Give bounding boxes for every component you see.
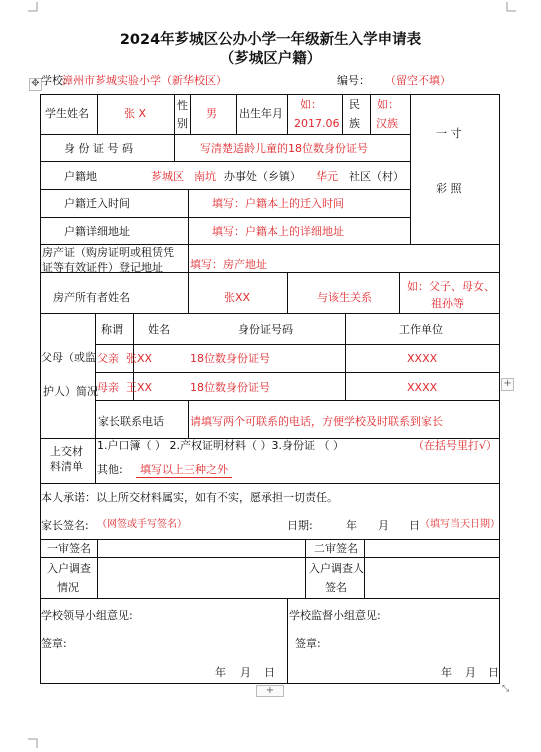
materials-other-value[interactable]: 填写以上三种之外	[136, 464, 232, 478]
ethnic-label-second: 族	[349, 117, 360, 130]
ethnic-label: 民	[349, 98, 360, 111]
owner-label: 房产所有者姓名	[53, 291, 130, 304]
surveyor-label-second: 签名	[325, 581, 347, 594]
promise-text: 本人承诺：以上所交材料属实，如有不实，愿承担一切责任。	[41, 491, 338, 504]
school-label: 学校:	[41, 74, 67, 87]
first-review-label: 一审签名	[47, 542, 91, 555]
hukou-street[interactable]: 南坑	[194, 170, 216, 183]
number-label: 编号：	[337, 74, 370, 87]
photo-label-line2: 彩 照	[436, 182, 462, 195]
property-address-value[interactable]: 填写：房产地址	[190, 258, 267, 271]
gender-value[interactable]: 男	[206, 107, 217, 120]
mother-name[interactable]: 王XX	[126, 381, 153, 394]
hukou-address-label: 户籍详细地址	[64, 225, 130, 238]
parents-header-name: 姓名	[148, 323, 170, 336]
id-number-value[interactable]: 写清楚适龄儿童的18位数身份证号	[200, 142, 368, 155]
mother-title[interactable]: 母亲	[97, 381, 119, 394]
student-name-value[interactable]: 张 X	[124, 107, 147, 120]
moved-in-value[interactable]: 填写：户籍本上的迁入时间	[212, 197, 344, 210]
signature-year: 年	[346, 519, 357, 532]
parent-signature-value[interactable]: （网签或手写签名）	[97, 519, 187, 530]
ethnic-value-hint: 如：	[377, 98, 399, 111]
page-title: 2024年芗城区公办小学一年级新生入学申请表	[119, 32, 422, 48]
leader-opinion-label: 学校领导小组意见:	[41, 609, 133, 622]
supervisor-seal-label: 签章:	[295, 637, 321, 650]
materials-other-label: 其他:	[97, 463, 123, 476]
signature-month: 月	[378, 519, 389, 532]
signature-date-note: （填写当天日期）	[420, 519, 500, 530]
table-move-handle-icon[interactable]: ✥	[29, 78, 42, 91]
materials-label-second: 料清单	[50, 460, 83, 473]
hukou-address-value[interactable]: 填写：户籍本上的详细地址	[212, 225, 344, 238]
hukou-district[interactable]: 芗城区	[151, 170, 184, 183]
survey-label: 入户调查	[47, 562, 91, 575]
gender-label-second: 别	[177, 117, 188, 130]
crop-mark-top-right	[506, 2, 516, 12]
survey-label-second: 情况	[57, 581, 79, 594]
hukou-office-label: 办事处（乡镇）	[224, 170, 301, 183]
leader-seal-label: 签章:	[41, 637, 67, 650]
add-column-icon[interactable]: +	[256, 685, 284, 697]
parents-header-id: 身份证号码	[238, 323, 293, 336]
leader-year: 年	[215, 666, 226, 679]
student-name-label: 学生姓名	[45, 107, 89, 120]
mother-work[interactable]: XXXX	[407, 381, 438, 394]
relation-label: 与该生关系	[317, 291, 372, 304]
hukou-community-label: 社区（村）	[349, 170, 404, 183]
school-value[interactable]: 漳州市芗城实验小学（新华校区）	[62, 74, 227, 87]
hukou-community[interactable]: 华元	[316, 170, 338, 183]
materials-checklist[interactable]: 1.户口簿（ ） 2.产权证明材料（ ）3.身份证 （ ）	[97, 439, 344, 452]
signature-date-label: 日期:	[287, 519, 313, 532]
leader-month: 月	[240, 666, 251, 679]
parents-label: 父母（或监	[41, 351, 96, 364]
supervisor-opinion-label: 学校监督小组意见:	[289, 609, 381, 622]
father-id[interactable]: 18位数身份证号	[190, 352, 270, 365]
supervisor-month: 月	[465, 666, 476, 679]
materials-label: 上交材	[50, 445, 83, 458]
hukou-label: 户籍地	[64, 170, 97, 183]
relation-value-second[interactable]: 祖孙等	[431, 297, 464, 310]
photo-label-line1: 一 寸	[436, 127, 462, 140]
crop-mark-bottom-left	[28, 738, 38, 748]
birth-value[interactable]: 2017.06	[294, 117, 340, 130]
birth-value-hint: 如：	[300, 98, 322, 111]
birth-label: 出生年月	[239, 107, 283, 120]
moved-in-label: 户籍迁入时间	[64, 197, 130, 210]
property-label-second: 证等有效证件）登记地址	[42, 261, 163, 274]
second-review-label: 二审签名	[314, 542, 358, 555]
father-work[interactable]: XXXX	[407, 352, 438, 365]
materials-note: （在括号里打√）	[413, 439, 498, 452]
leader-day: 日	[264, 666, 275, 679]
surveyor-label: 入户调查人	[309, 562, 364, 575]
father-name[interactable]: 张XX	[126, 352, 153, 365]
supervisor-day: 日	[488, 666, 499, 679]
parent-signature-label: 家长签名:	[41, 519, 89, 532]
table-resize-handle-icon[interactable]: ⤡	[501, 684, 510, 694]
id-number-label: 身 份 证 号 码	[64, 142, 133, 155]
father-title[interactable]: 父亲	[97, 352, 119, 365]
number-value[interactable]: （留空不填）	[385, 74, 451, 87]
owner-value[interactable]: 张XX	[224, 291, 251, 304]
parents-header-work: 工作单位	[399, 323, 443, 336]
relation-value[interactable]: 如：父子、母女、	[407, 280, 495, 293]
parents-header-title: 称谓	[101, 323, 123, 336]
add-row-icon[interactable]: +	[501, 378, 514, 391]
page-subtitle: （芗城区户籍）	[219, 51, 322, 67]
ethnic-value[interactable]: 汉族	[376, 117, 398, 130]
gender-label: 性	[177, 99, 188, 112]
parents-label-second: 护人）简况	[43, 385, 98, 398]
crop-mark-top-left	[28, 2, 38, 12]
phone-label: 家长联系电话	[98, 415, 164, 428]
signature-day: 日	[409, 519, 420, 532]
property-label: 房产证（购房证明或租赁凭	[42, 246, 174, 259]
phone-value[interactable]: 请填写两个可联系的电话，方便学校及时联系到家长	[190, 415, 443, 428]
mother-id[interactable]: 18位数身份证号	[190, 381, 270, 394]
supervisor-year: 年	[441, 666, 452, 679]
